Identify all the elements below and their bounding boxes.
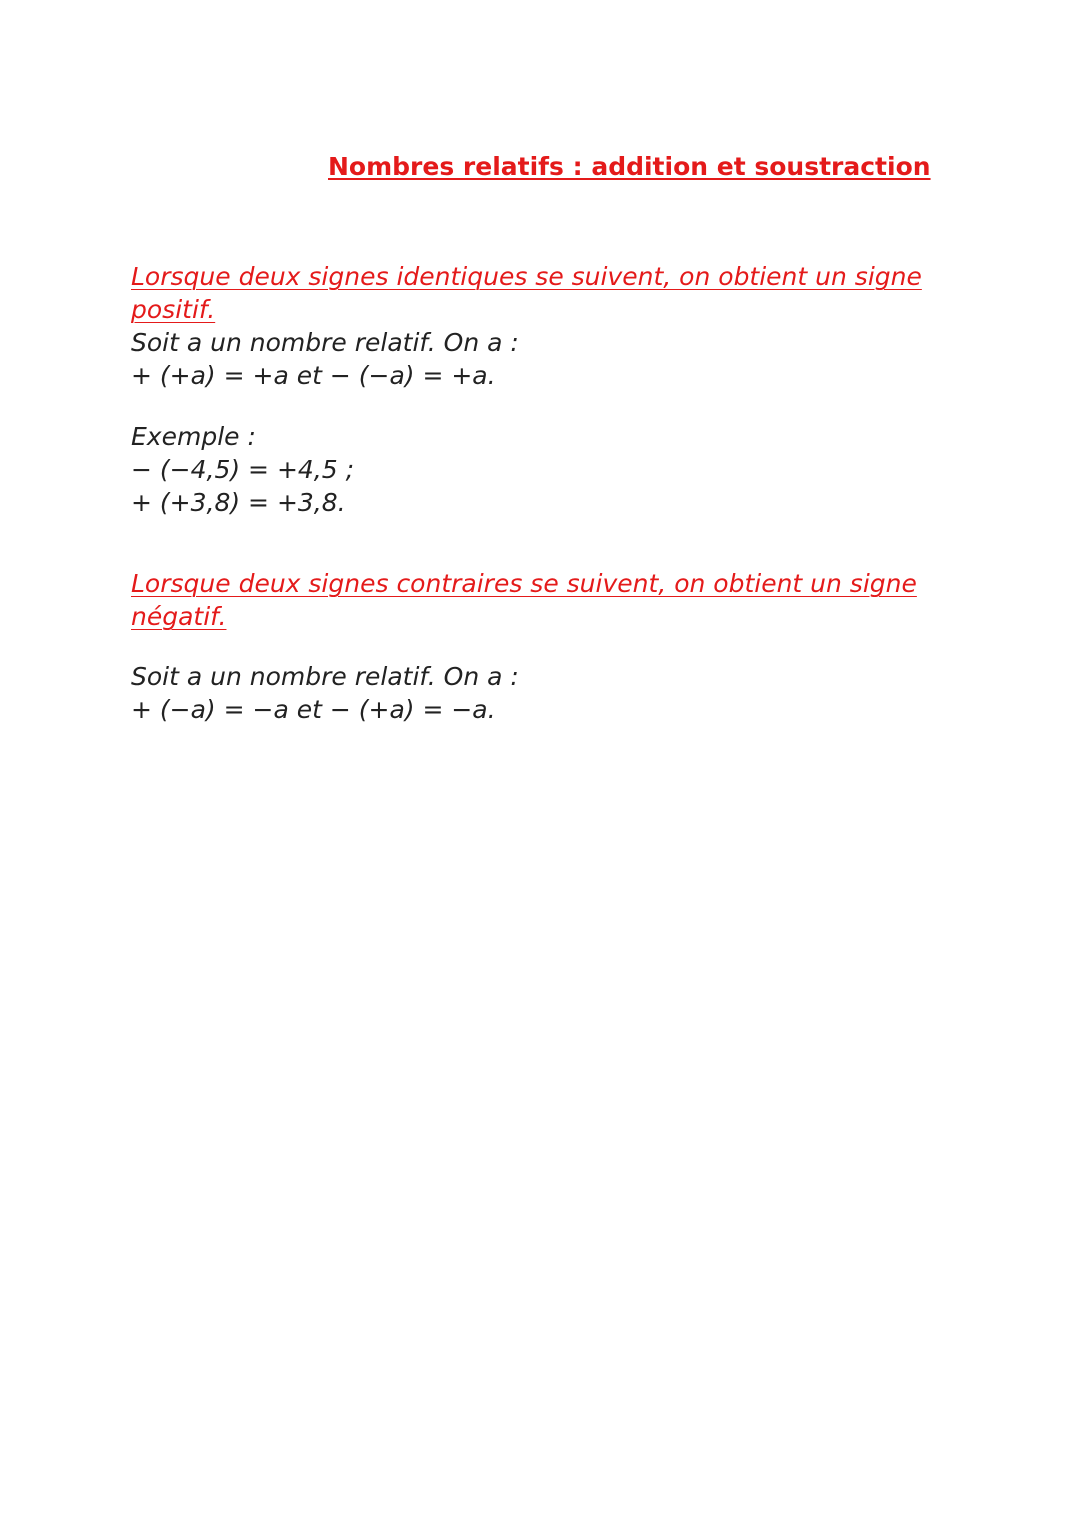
formula-text: + (−a) = −a et − (+a) = −a. bbox=[131, 695, 496, 724]
spacer bbox=[131, 633, 951, 660]
statement-text: Soit a un nombre relatif. On a : bbox=[131, 328, 519, 357]
example-heading: Exemple : bbox=[131, 422, 256, 451]
example-line-1: − (−4,5) = +4,5 ; bbox=[131, 455, 355, 484]
statement-text: Soit a un nombre relatif. On a : bbox=[131, 662, 519, 691]
rule-text-line-1: Lorsque deux signes identiques se suivent, on obtient un signe bbox=[131, 262, 922, 291]
rule-text-line-2: négatif. bbox=[131, 602, 227, 631]
page-title: Nombres relatifs : addition et soustraction bbox=[328, 152, 931, 181]
example-line-2: + (+3,8) = +3,8. bbox=[131, 488, 346, 517]
example-section bbox=[131, 420, 951, 519]
rule-section-opposite-signs bbox=[131, 567, 951, 726]
rule-text-line-1: Lorsque deux signes contraires se suivent, on obtient un signe bbox=[131, 569, 917, 598]
rule-text-line-2: positif. bbox=[131, 295, 216, 324]
formula-text: + (+a) = +a et − (−a) = +a. bbox=[131, 361, 496, 390]
rule-section-identical-signs bbox=[131, 260, 951, 392]
